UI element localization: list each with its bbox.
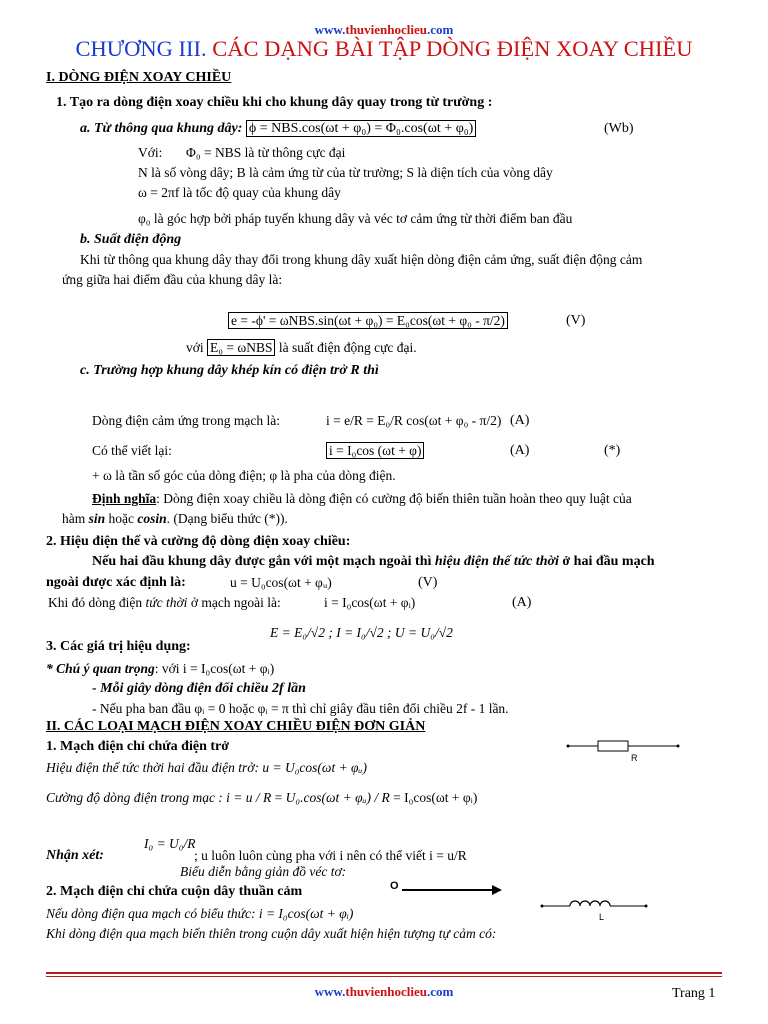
phi-def: φ₀ là góc hợp bởi pháp tuyến khung dây và véc tơ cảm ứng từ thời điểm ban đầu bbox=[138, 211, 573, 226]
s2-p1-frac-1: u / R bbox=[245, 790, 272, 805]
footer-rule-thin bbox=[46, 976, 722, 977]
page-number: Trang 1 bbox=[672, 986, 716, 1001]
inductor-diagram bbox=[540, 896, 650, 916]
p2-text-3c: ở mạch ngoài là: bbox=[187, 595, 281, 610]
inductor-label: L bbox=[599, 912, 605, 922]
a-label: a. Từ thông qua khung dây: bbox=[80, 121, 243, 136]
note-text: : với i = I₀cos(ωt + φᵢ) bbox=[154, 661, 275, 676]
c-line1-unit: (A) bbox=[510, 413, 530, 428]
a-unit: (Wb) bbox=[604, 121, 634, 136]
chapter-title bbox=[0, 36, 768, 62]
def-cos: cosin bbox=[137, 511, 167, 526]
section-2-heading: II. CÁC LOẠI MẠCH ĐIỆN XOAY CHIỀU ĐIỆN ĐƠN GIẢN bbox=[46, 719, 426, 734]
c-label: c. Trường hợp khung dây khép kín có điện trở R thì bbox=[80, 363, 379, 378]
p2-i-unit: (A) bbox=[512, 595, 532, 610]
definition-line bbox=[92, 491, 632, 507]
site-footer[interactable] bbox=[0, 984, 768, 1000]
s2-p1-frac-2: U₀.cos(ωt + φᵤ) / R bbox=[285, 790, 390, 805]
p2-i-formula: i = I₀cos(ωt + φᵢ) bbox=[324, 595, 416, 610]
def-text-2b: hoặc bbox=[105, 511, 138, 526]
phi0-def: Φ₀ = NBS là từ thông cực đại bbox=[186, 145, 346, 160]
footer-site-prefix: www. bbox=[314, 984, 346, 999]
c-line1-formula: i = e/R = E₀/R cos(ωt + φ₀ - π/2) bbox=[326, 413, 502, 428]
nhan-xet-text: ; u luôn luôn cùng pha với i nên có thể viết i = u/R bbox=[194, 848, 467, 863]
p2-text-1 bbox=[92, 554, 655, 570]
flux-formula: ϕ = NBS.cos(ωt + φ₀) = Φ₀.cos(ωt + φ₀) bbox=[246, 120, 476, 137]
definition-line-2 bbox=[62, 511, 288, 527]
definition-label: Định nghĩa bbox=[92, 491, 157, 506]
c-line2-formula-wrap bbox=[326, 443, 424, 459]
e0-line bbox=[186, 340, 417, 356]
b-label: b. Suất điện động bbox=[80, 232, 182, 247]
nhan-xet-label: Nhận xét: bbox=[46, 848, 104, 863]
c-line2-label: Có thể viết lại: bbox=[92, 443, 172, 458]
c-line2-unit: (A) bbox=[510, 443, 530, 458]
chapter-number: CHƯƠNG III. bbox=[75, 36, 207, 61]
s1-point-1: 1. Tạo ra dòng điện xoay chiều khi cho khung dây quay trong từ trường : bbox=[56, 95, 493, 110]
omega-def: ω = 2πf là tốc độ quay của khung dây bbox=[138, 185, 341, 200]
def-sin: sin bbox=[88, 511, 106, 526]
s2-p1-line-1: Hiệu điện thế tức thời hai đầu điện trở: u = U₀cos(ωt + φᵤ) bbox=[46, 760, 367, 775]
s2-p2-line-2: Khi dòng điện qua mạch biến thiên trong cuộn dây xuất hiện hiện tượng tự cảm có: bbox=[46, 926, 497, 941]
p2-u-unit: (V) bbox=[418, 575, 438, 590]
footer-site-suffix: .com bbox=[426, 984, 454, 999]
c-line1-label: Dòng điện cảm ứng trong mạch là: bbox=[92, 413, 281, 428]
vector-origin-label: O bbox=[390, 880, 399, 892]
section-1-heading: I. DÒNG ĐIỆN XOAY CHIỀU bbox=[46, 70, 232, 85]
note-line bbox=[46, 661, 274, 677]
p2-text-2: ngoài được xác định là: bbox=[46, 575, 186, 590]
e0-formula: E₀ = ωNBS bbox=[207, 339, 275, 356]
resistor-diagram bbox=[566, 736, 686, 770]
p2-text-3a: Khi đó dòng điện bbox=[48, 595, 146, 610]
note-label: * Chú ý quan trọng bbox=[46, 661, 155, 676]
b-text-1: Khi từ thông qua khung dây thay đổi trong khung dây xuất hiện dòng điện cảm ứng, suất điện động cảm bbox=[80, 252, 643, 267]
c-note: + ω là tần số góc của dòng điện; φ là pha của dòng điện. bbox=[92, 468, 396, 483]
emf-formula: e = -ϕ' = ωNBS.sin(ωt + φ₀) = E₀cos(ωt + φ₀ - π/2) bbox=[228, 312, 508, 329]
def-text-2a: hàm bbox=[62, 511, 89, 526]
definition-text-1: : Dòng điện xoay chiều là dòng điện có cường độ biến thiên tuần hoàn theo quy luật của bbox=[156, 491, 632, 506]
p2-text-1b: hiệu điện thế tức thời bbox=[434, 554, 559, 569]
nhan-xet-formula: I₀ = U₀/R bbox=[144, 836, 196, 851]
current-vector-arrow bbox=[400, 884, 504, 896]
n-def: N là số vòng dây; B là cảm ứng từ của từ trường; S là diện tích của vòng dây bbox=[138, 165, 553, 180]
site-suffix: .com bbox=[426, 22, 454, 37]
footer-rule bbox=[46, 972, 722, 974]
voi-label: Với: bbox=[138, 145, 163, 160]
s1-point-3: 3. Các giá trị hiệu dụng: bbox=[46, 639, 191, 654]
b-unit: (V) bbox=[566, 313, 586, 328]
site-name: thuvienhoclieu bbox=[345, 22, 427, 37]
s2-p1-line-2b: = I₀cos(ωt + φᵢ) bbox=[393, 790, 478, 805]
s1-a-line bbox=[80, 121, 476, 137]
b-text-2: ứng giữa hai điểm đầu của khung dây là: bbox=[62, 272, 283, 287]
c-line2-formula: i = I₀cos (ωt + φ) bbox=[326, 442, 424, 459]
p2-text-3 bbox=[48, 595, 281, 611]
note-bullet: - Mỗi giây dòng điện đổi chiều 2f lần bbox=[92, 681, 306, 696]
effective-values-formula: E = E₀/√2 ; I = I₀/√2 ; U = U₀/√2 bbox=[270, 625, 453, 640]
e0-voi: với bbox=[186, 340, 204, 355]
s2-point-2: 2. Mạch điện chỉ chứa cuộn dây thuần cảm bbox=[46, 884, 303, 899]
p2-text-1c: ở hai đầu mạch bbox=[558, 554, 655, 569]
p2-text-1a: Nếu hai đầu khung dây được gắn với một mạch ngoài thì bbox=[92, 554, 435, 569]
bieu-dien-text: Biểu diễn bằng giản đồ véc tơ: bbox=[180, 864, 347, 879]
s2-p2-line-1: Nếu dòng điện qua mạch có biểu thức: i = I₀cos(ωt + φᵢ) bbox=[46, 906, 354, 921]
chapter-heading: CÁC DẠNG BÀI TẬP DÒNG ĐIỆN XOAY CHIỀU bbox=[212, 36, 693, 61]
s2-p1-line-2a: Cường độ dòng điện trong mạc : i = bbox=[46, 790, 246, 805]
p2-text-3b: tức thời bbox=[145, 595, 188, 610]
c-line2-star: (*) bbox=[604, 443, 621, 458]
emf-formula-line bbox=[228, 313, 508, 329]
site-prefix: www. bbox=[314, 22, 346, 37]
s2-point-1: 1. Mạch điện chỉ chứa điện trở bbox=[46, 739, 229, 754]
s2-p1-line-2: Cường độ dòng điện trong mạc : i = u / R = U₀.cos(ωt + φᵤ) / R = I₀cos(ωt + φᵢ) bbox=[46, 790, 478, 805]
s1-point-2: 2. Hiệu điện thế và cường độ dòng điện xoay chiều: bbox=[46, 534, 351, 549]
note-phase: - Nếu pha ban đầu φᵢ = 0 hoặc φᵢ = π thì chỉ giây đầu tiên đổi chiều 2f - 1 lần. bbox=[92, 701, 509, 716]
p2-u-formula: u = U₀cos(ωt + φᵤ) bbox=[230, 575, 332, 590]
def-text-2c: . (Dạng biểu thức (*)). bbox=[166, 511, 288, 526]
resistor-label: R bbox=[631, 753, 638, 763]
footer-site-name: thuvienhoclieu bbox=[345, 984, 427, 999]
e0-text: là suất điện động cực đại. bbox=[278, 340, 417, 355]
